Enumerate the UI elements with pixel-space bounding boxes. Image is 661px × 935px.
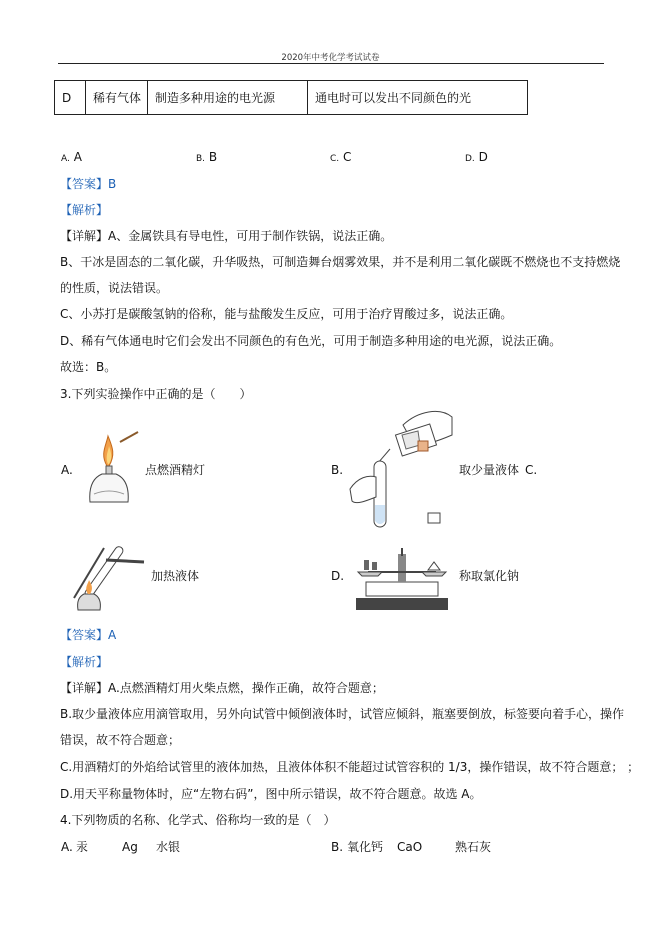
- q3-option-c-inline-letter: C.: [525, 463, 538, 477]
- q2-detail-5: 故选：B。: [60, 360, 117, 374]
- q4-option-b-letter: B.: [331, 840, 344, 854]
- header-rule: [58, 63, 604, 64]
- q3-option-d-label: 称取氯化钠: [459, 569, 520, 583]
- table-row: [55, 81, 528, 115]
- q2-answer: 【答案】B: [60, 177, 117, 191]
- q3-detail-1: 【详解】A.点燃酒精灯用火柴点燃，操作正确，故符合题意；: [60, 681, 384, 695]
- heat-liquid-figure: [66, 540, 146, 615]
- q4-stem: 4.下列物质的名称、化学式、俗称均一致的是（ ）: [60, 813, 336, 827]
- alcohol-lamp-figure: [80, 430, 140, 505]
- q2-detail-2b: 的性质，说法错误。: [60, 281, 169, 295]
- balance-figure: [352, 540, 452, 612]
- q4-option-a-common: 水银: [156, 840, 181, 854]
- q2-analysis-label: 【解析】: [60, 203, 109, 217]
- q4-option-a-name: 汞: [76, 840, 89, 854]
- q3-detail-3: C.用酒精灯的外焰给试管里的液体加热，且液体体积不能超过试管容积的 1/3，操作错误，故不符合题意； ；: [60, 760, 640, 774]
- page-header: 2020年中考化学考试试卷: [281, 53, 380, 63]
- q2-option-c: C. C: [330, 150, 352, 164]
- cell-letter: D: [55, 81, 86, 115]
- pour-liquid-figure: [348, 405, 460, 530]
- q4-option-b-common: 熟石灰: [455, 840, 492, 854]
- q2-option-b: B. B: [196, 150, 218, 164]
- q2-option-a: A. A: [61, 150, 82, 164]
- q4-option-b-formula: CaO: [397, 840, 423, 854]
- q3-analysis-label: 【解析】: [60, 655, 109, 669]
- q2-detail-1: 【详解】A、金属铁具有导电性，可用于制作铁锅，说法正确。: [60, 229, 393, 243]
- q3-answer: 【答案】A: [60, 628, 117, 642]
- cell-substance: 稀有气体: [86, 81, 148, 115]
- q3-detail-2b: 错误，故不符合题意；: [60, 733, 181, 747]
- q3-stem: 3.下列实验操作中正确的是（ ）: [60, 387, 252, 401]
- q2-detail-2a: B、干冰是固态的二氧化碳，升华吸热，可制造舞台烟雾效果，并不是利用二氧化碳既不燃烧也不支持燃烧: [60, 255, 621, 269]
- q3-option-b-label: 取少量液体: [459, 463, 520, 477]
- q3-detail-2a: B.取少量液体应用滴管取用，另外向试管中倾倒液体时，试管应倾斜，瓶塞要倒放，标签要向着手心，操作: [60, 707, 625, 721]
- q3-option-a-letter: A.: [61, 463, 73, 477]
- q4-option-a-formula: Ag: [122, 840, 138, 854]
- q3-option-b-letter: B.: [331, 463, 344, 477]
- q4-option-a-letter: A.: [61, 840, 73, 854]
- q3-option-c-label: 加热液体: [151, 569, 200, 583]
- q2-option-d: D. D: [465, 150, 488, 164]
- cell-use: 制造多种用途的电光源: [148, 81, 308, 115]
- options-table: [54, 80, 528, 115]
- q4-option-b-name: 氧化钙: [347, 840, 384, 854]
- q2-detail-3: C、小苏打是碳酸氢钠的俗称，能与盐酸发生反应，可用于治疗胃酸过多，说法正确。: [60, 307, 513, 321]
- q3-option-d-letter: D.: [331, 569, 345, 583]
- q2-detail-4: D、稀有气体通电时它们会发出不同颜色的有色光，可用于制造多种用途的电光源，说法正确。: [60, 334, 562, 348]
- q3-detail-4: D.用天平称量物体时，应“左物右码”，图中所示错误，故不符合题意。故选 A。: [60, 787, 482, 801]
- q3-option-a-label: 点燃酒精灯: [145, 463, 206, 477]
- cell-property: 通电时可以发出不同颜色的光: [308, 81, 528, 115]
